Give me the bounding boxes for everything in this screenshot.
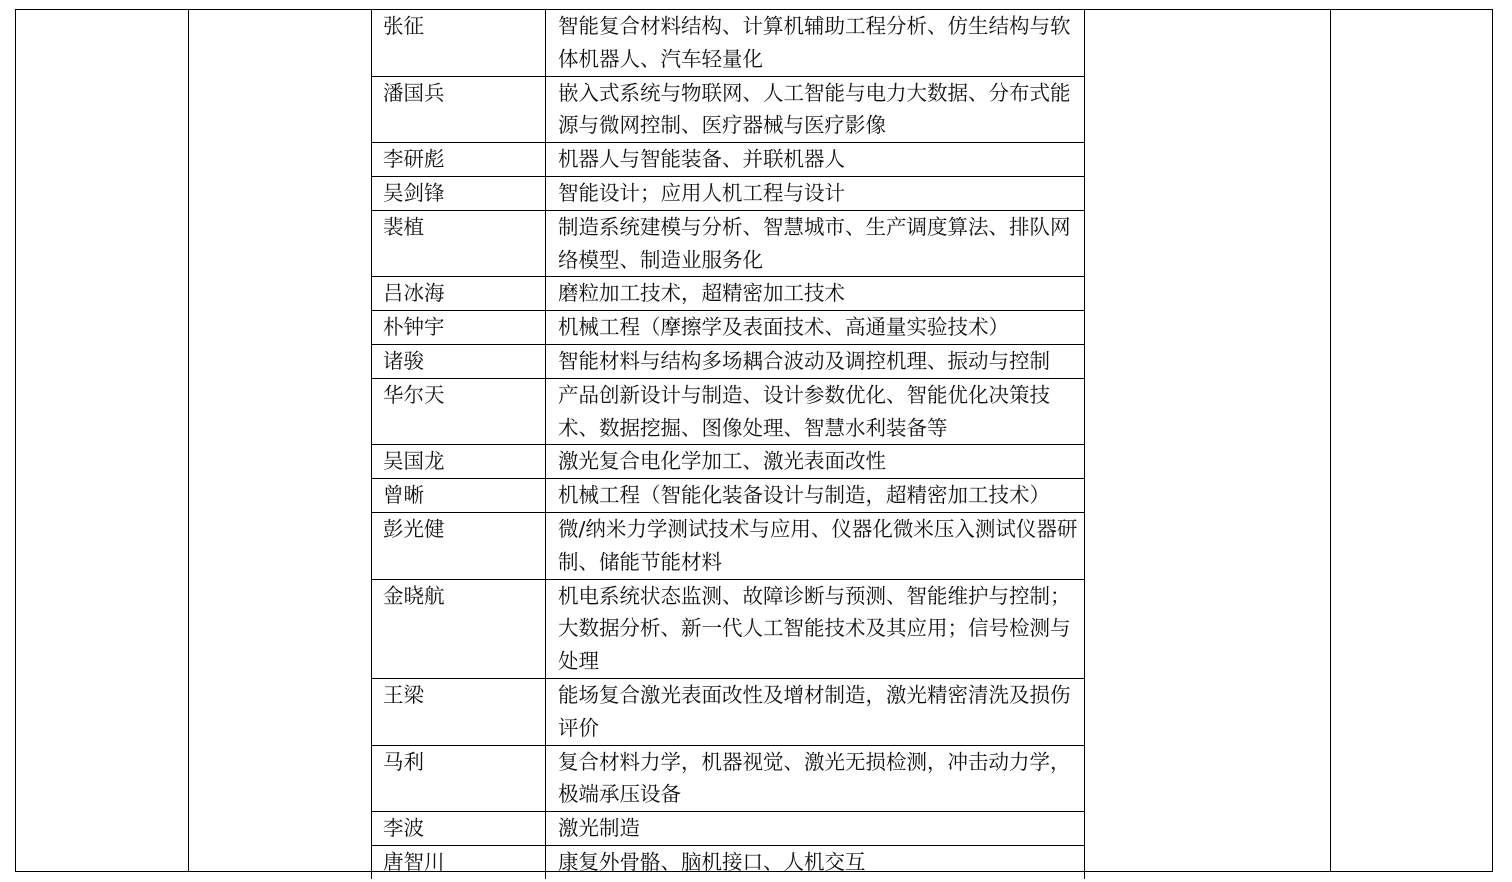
research-field-cell: 机电系统状态监测、故障诊断与预测、智能维护与控制；大数据分析、新一代人工智能技术及其应用；信号检测与处理 [546,579,1085,678]
advisor-name-cell: 潘国兵 [372,76,546,143]
research-field-cell: 机械工程（摩擦学及表面技术、高通量实验技术） [546,311,1085,345]
table-row [372,344,1085,378]
advisor-name-cell: 唐智川 [372,845,546,878]
advisor-name-cell: 吴国龙 [372,445,546,479]
research-field-cell: 智能材料与结构多场耦合波动及调控机理、振动与控制 [546,344,1085,378]
advisor-name-cell: 王梁 [372,678,546,745]
document-table [15,9,1493,872]
table-row [372,845,1085,878]
table-row [372,812,1085,846]
advisor-name-cell: 彭光健 [372,512,546,579]
research-field-cell: 产品创新设计与制造、设计参数优化、智能优化决策技术、数据挖掘、图像处理、智慧水利装备等 [546,378,1085,445]
table-row [372,277,1085,311]
table-row [372,10,1085,76]
research-field-cell: 磨粒加工技术，超精密加工技术 [546,277,1085,311]
table-row [372,479,1085,513]
research-field-cell: 智能设计；应用人机工程与设计 [546,176,1085,210]
advisor-table-body [372,10,1085,879]
advisor-name-cell: 华尔天 [372,378,546,445]
table-row [372,76,1085,143]
research-field-cell: 制造系统建模与分析、智慧城市、生产调度算法、排队网络模型、制造业服务化 [546,210,1085,277]
advisor-name-cell: 诸骏 [372,344,546,378]
research-field-cell: 微/纳米力学测试技术与应用、仪器化微米压入测试仪器研制、储能节能材料 [546,512,1085,579]
column-divider [188,10,189,871]
table-row [372,678,1085,745]
research-field-cell: 智能复合材料结构、计算机辅助工程分析、仿生结构与软体机器人、汽车轻量化 [546,10,1085,76]
advisor-name-cell: 曾晰 [372,479,546,513]
research-field-cell: 康复外骨骼、脑机接口、人机交互 [546,845,1085,878]
table-row [372,143,1085,177]
table-row [372,445,1085,479]
table-row [372,512,1085,579]
advisor-name-cell: 张征 [372,10,546,76]
table-row [372,210,1085,277]
research-field-cell: 嵌入式系统与物联网、人工智能与电力大数据、分布式能源与微网控制、医疗器械与医疗影像 [546,76,1085,143]
advisor-name-cell: 朴钟宇 [372,311,546,345]
advisor-name-cell: 吕冰海 [372,277,546,311]
research-field-cell: 机器人与智能装备、并联机器人 [546,143,1085,177]
research-field-cell: 机械工程（智能化装备设计与制造，超精密加工技术） [546,479,1085,513]
advisor-name-cell: 李研彪 [372,143,546,177]
research-field-cell: 能场复合激光表面改性及增材制造，激光精密清洗及损伤评价 [546,678,1085,745]
table-row [372,579,1085,678]
advisor-name-cell: 裴植 [372,210,546,277]
advisor-name-cell: 金晓航 [372,579,546,678]
research-field-cell: 激光复合电化学加工、激光表面改性 [546,445,1085,479]
advisor-name-cell: 马利 [372,745,546,812]
research-field-cell: 激光制造 [546,812,1085,846]
research-field-cell: 复合材料力学，机器视觉、激光无损检测，冲击动力学，极端承压设备 [546,745,1085,812]
table-row [372,745,1085,812]
advisor-name-cell: 吴剑锋 [372,176,546,210]
advisor-name-cell: 李波 [372,812,546,846]
column-divider [1330,10,1331,871]
table-row [372,378,1085,445]
advisor-table [371,10,1085,879]
table-row [372,311,1085,345]
table-row [372,176,1085,210]
